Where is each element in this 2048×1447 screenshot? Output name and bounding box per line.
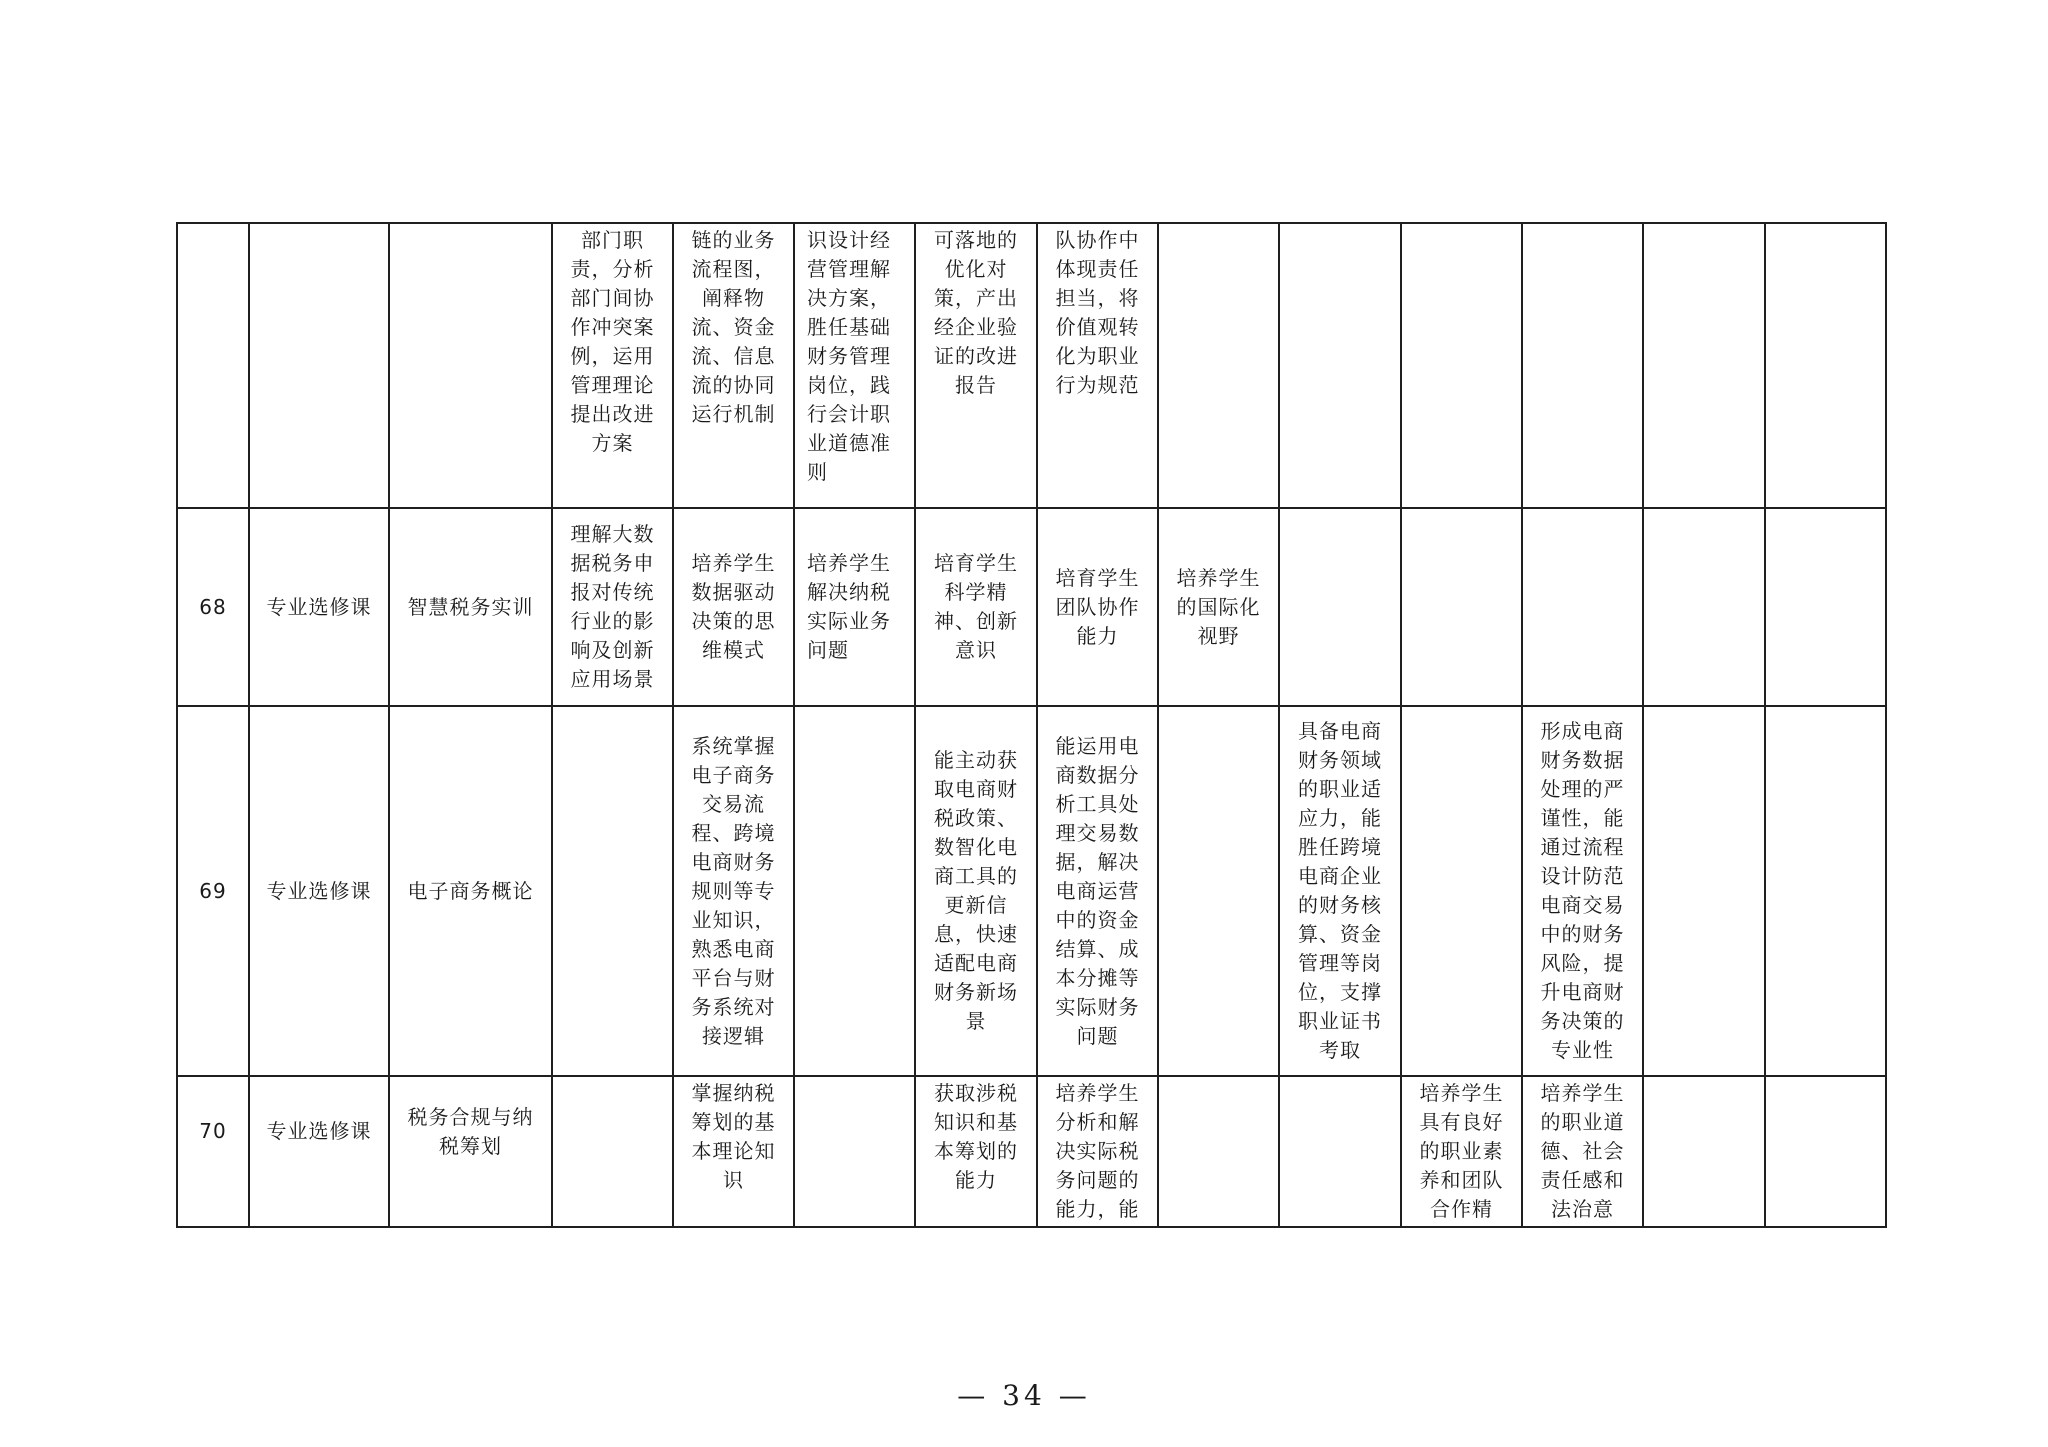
objective-cell-3: 识设计经营管理解决方案，胜任基础财务管理岗位，践行会计职业道德准则 (794, 223, 915, 508)
objective-cell-5: 培养学生分析和解决实际税务问题的能力，能 (1037, 1076, 1158, 1227)
objective-cell-7 (1279, 1076, 1401, 1227)
objective-cell-3: 培养学生解决纳税实际业务问题 (794, 508, 915, 706)
objective-cell-8: 培养学生具有良好的职业素养和团队合作精 (1401, 1076, 1522, 1227)
course-objectives-table (176, 222, 1887, 1228)
objective-cell-10 (1643, 706, 1765, 1076)
objective-cell-7 (1279, 223, 1401, 508)
objective-cell-7 (1279, 508, 1401, 706)
objective-cell-6 (1158, 706, 1279, 1076)
objective-cell-5: 队协作中体现责任担当，将价值观转化为职业行为规范 (1037, 223, 1158, 508)
objective-cell-10 (1643, 1076, 1765, 1227)
course-name (389, 223, 552, 508)
objective-cell-1 (552, 1076, 673, 1227)
course-type: 专业选修课 (249, 706, 389, 1076)
objective-cell-2: 系统掌握电子商务交易流程、跨境电商财务规则等专业知识，熟悉电商平台与财务系统对接逻辑 (673, 706, 794, 1076)
table-row (177, 706, 1886, 1076)
objective-cell-4: 可落地的优化对策，产出经企业验证的改进报告 (915, 223, 1037, 508)
course-type: 专业选修课 (249, 508, 389, 706)
objective-cell-4: 能主动获取电商财税政策、数智化电商工具的更新信息，快速适配电商财务新场景 (915, 706, 1037, 1076)
objective-cell-3 (794, 706, 915, 1076)
objective-cell-11 (1765, 1076, 1886, 1227)
row-number: 68 (177, 508, 249, 706)
course-type (249, 223, 389, 508)
objective-cell-3 (794, 1076, 915, 1227)
objective-cell-9 (1522, 508, 1643, 706)
course-name: 电子商务概论 (389, 706, 552, 1076)
objective-cell-8 (1401, 706, 1522, 1076)
page-number: — 34 — (957, 1379, 1091, 1412)
objective-cell-10 (1643, 508, 1765, 706)
objective-cell-2: 培养学生数据驱动决策的思维模式 (673, 508, 794, 706)
course-type: 专业选修课 (249, 1076, 389, 1227)
objective-cell-11 (1765, 508, 1886, 706)
objective-cell-5: 培育学生团队协作能力 (1037, 508, 1158, 706)
objective-cell-4: 获取涉税知识和基本筹划的能力 (915, 1076, 1037, 1227)
table-row (177, 223, 1886, 508)
objective-cell-8 (1401, 508, 1522, 706)
row-number: 69 (177, 706, 249, 1076)
row-number (177, 223, 249, 508)
objective-cell-6: 培养学生的国际化视野 (1158, 508, 1279, 706)
objective-cell-2: 链的业务流程图，阐释物流、资金流、信息流的协同运行机制 (673, 223, 794, 508)
objective-cell-7: 具备电商财务领域的职业适应力，能胜任跨境电商企业的财务核算、资金管理等岗位，支撑职业证书考取 (1279, 706, 1401, 1076)
table-row (177, 508, 1886, 706)
objective-cell-8 (1401, 223, 1522, 508)
objective-cell-1: 理解大数据税务申报对传统行业的影响及创新应用场景 (552, 508, 673, 706)
course-name: 税务合规与纳税筹划 (389, 1076, 552, 1227)
objective-cell-9: 形成电商财务数据处理的严谨性，能通过流程设计防范电商交易中的财务风险，提升电商财务决策的专业性 (1522, 706, 1643, 1076)
objective-cell-11 (1765, 223, 1886, 508)
objective-cell-1 (552, 706, 673, 1076)
row-number: 70 (177, 1076, 249, 1227)
objective-cell-6 (1158, 1076, 1279, 1227)
course-name: 智慧税务实训 (389, 508, 552, 706)
objective-cell-2: 掌握纳税筹划的基本理论知识 (673, 1076, 794, 1227)
objective-cell-6 (1158, 223, 1279, 508)
objective-cell-9: 培养学生的职业道德、社会责任感和法治意 (1522, 1076, 1643, 1227)
objective-cell-11 (1765, 706, 1886, 1076)
objective-cell-5: 能运用电商数据分析工具处理交易数据，解决电商运营中的资金结算、成本分摊等实际财务问题 (1037, 706, 1158, 1076)
objective-cell-1: 部门职责，分析部门间协作冲突案例，运用管理理论提出改进方案 (552, 223, 673, 508)
objective-cell-10 (1643, 223, 1765, 508)
objective-cell-4: 培育学生科学精神、创新意识 (915, 508, 1037, 706)
table-row (177, 1076, 1886, 1227)
objective-cell-9 (1522, 223, 1643, 508)
